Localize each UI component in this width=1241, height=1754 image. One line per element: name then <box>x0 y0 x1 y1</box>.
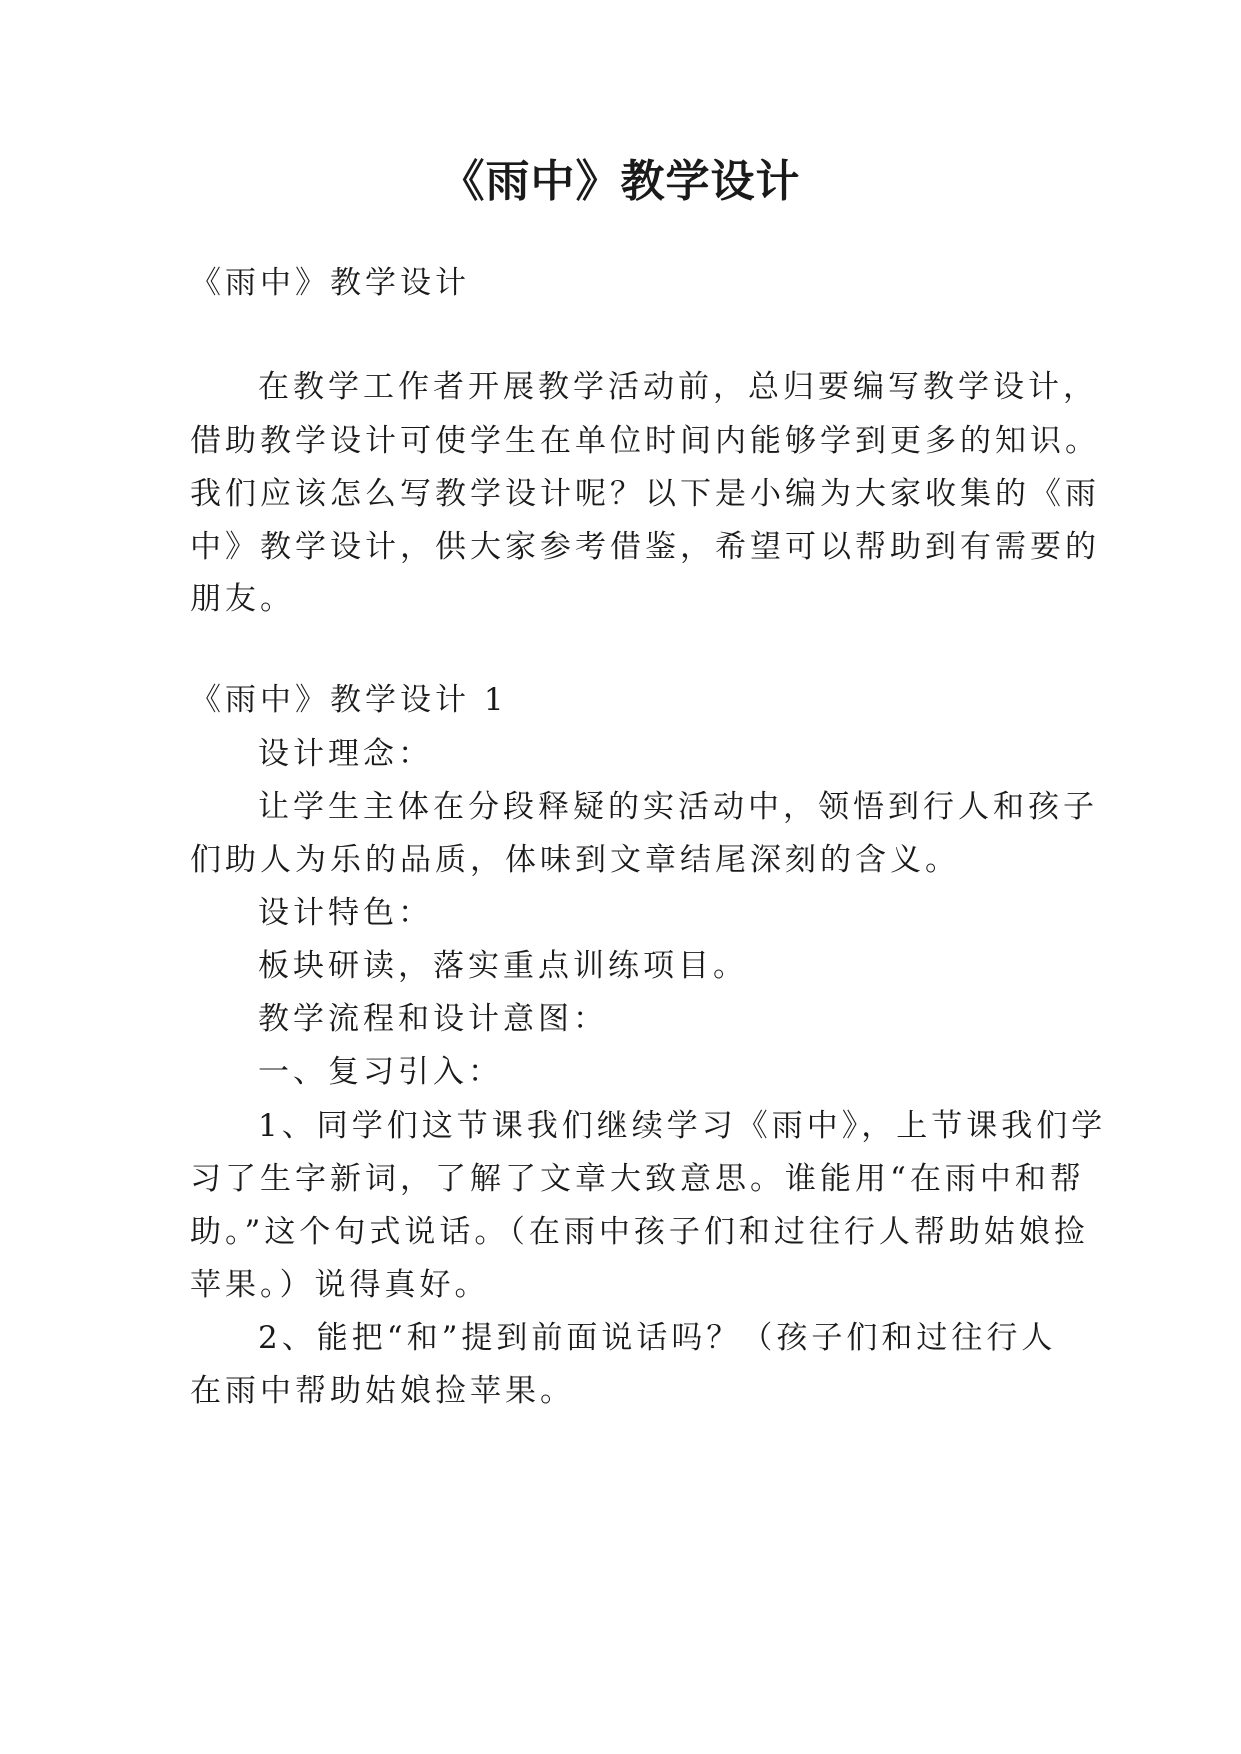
intro-line-5: 朋友。 <box>190 581 295 617</box>
step-one-line-4: 苹果。）说得真好。 <box>190 1267 490 1303</box>
design-feature-text: 板块研读，落实重点训练项目。 <box>258 948 748 984</box>
intro-line-2: 借助教学设计可使学生在单位时间内能够学到更多的知识。 <box>190 423 1100 459</box>
design-concept-line-1: 让学生主体在分段释疑的实活动中，领悟到行人和孩子 <box>258 789 1098 825</box>
document-subtitle: 《雨中》教学设计 <box>190 265 470 301</box>
step-two-line-1: 2、能把“和”提到前面说话吗？（孩子们和过往行人 <box>258 1320 1057 1356</box>
step-one-heading: 一、复习引入： <box>258 1054 503 1090</box>
intro-line-1: 在教学工作者开展教学活动前，总归要编写教学设计， <box>258 369 1098 405</box>
document-title: 《雨中》教学设计 <box>440 156 801 207</box>
step-one-line-2: 习了生字新词，了解了文章大致意思。谁能用“在雨中和帮 <box>190 1161 1085 1197</box>
teaching-process-label: 教学流程和设计意图： <box>258 1001 608 1037</box>
section-heading: 《雨中》教学设计 1 <box>190 682 508 718</box>
design-feature-label: 设计特色： <box>258 895 433 931</box>
step-one-line-3: 助。”这个句式说话。（在雨中孩子们和过往行人帮助姑娘捡 <box>190 1214 1089 1250</box>
design-concept-line-2: 们助人为乐的品质，体味到文章结尾深刻的含义。 <box>190 842 960 878</box>
intro-line-3: 我们应该怎么写教学设计呢？以下是小编为大家收集的《雨 <box>190 476 1100 512</box>
step-two-line-2: 在雨中帮助姑娘捡苹果。 <box>190 1373 575 1409</box>
intro-line-4: 中》教学设计，供大家参考借鉴，希望可以帮助到有需要的 <box>190 529 1100 565</box>
design-concept-label: 设计理念： <box>258 736 433 772</box>
step-one-line-1: 1、同学们这节课我们继续学习《雨中》，上节课我们学 <box>258 1108 1107 1144</box>
